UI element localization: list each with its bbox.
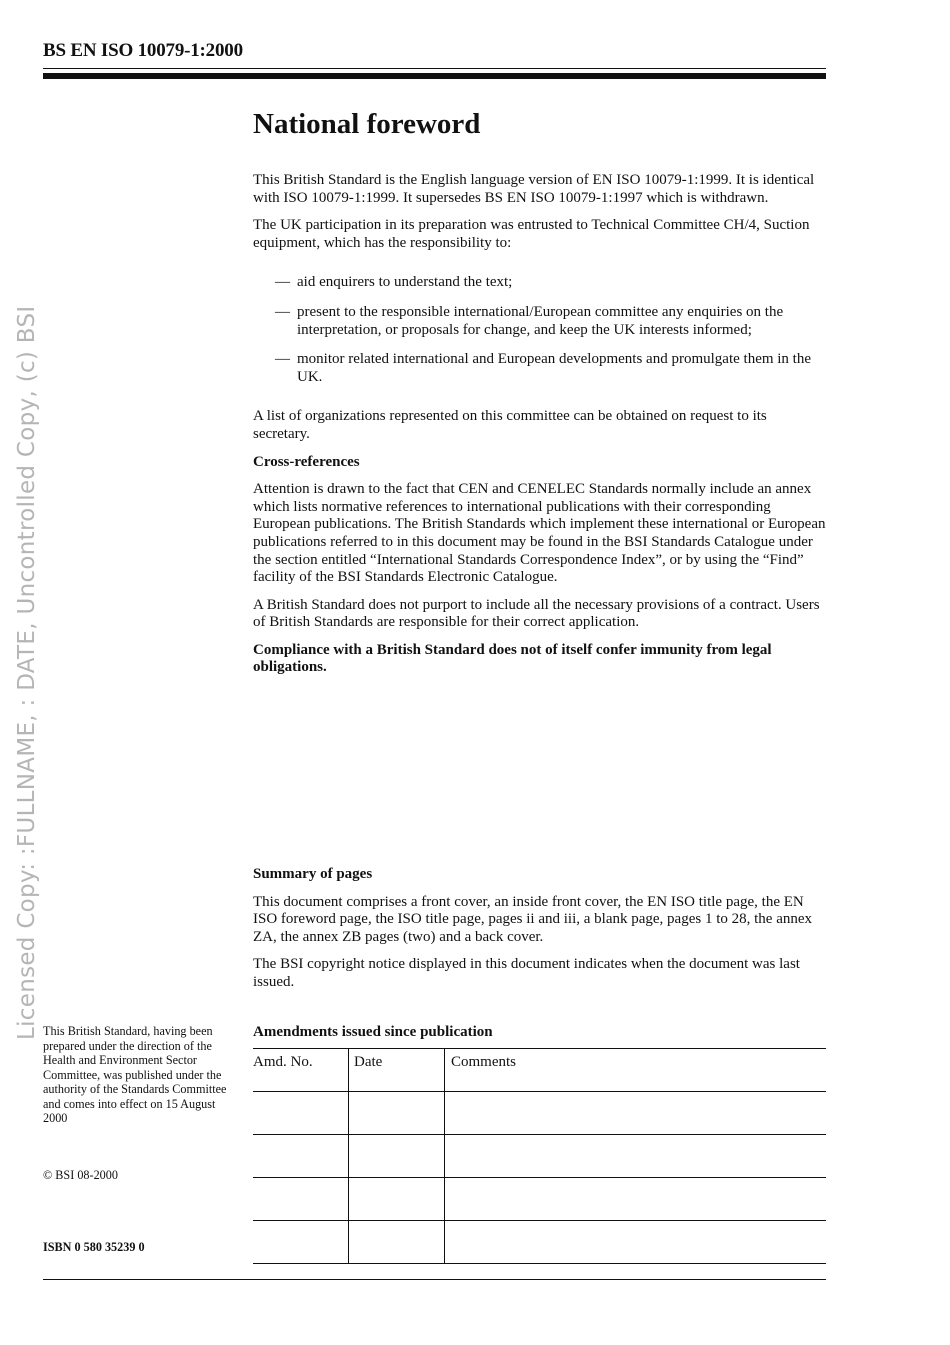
table-header-row — [253, 1049, 826, 1092]
isbn: ISBN 0 580 35239 0 — [43, 1240, 145, 1254]
table-row — [253, 1178, 826, 1221]
list-item-text: monitor related international and European developments and promulgate them in the UK. — [297, 351, 812, 385]
table-cell — [445, 1221, 827, 1264]
table-cell — [445, 1135, 827, 1178]
table-cell — [349, 1092, 445, 1135]
list-item — [253, 304, 826, 339]
column-header-amd-no: Amd. No. — [253, 1049, 349, 1092]
header-rule-thin — [43, 68, 826, 69]
table-cell — [253, 1135, 349, 1178]
copyright-notice: © BSI 08-2000 — [43, 1168, 118, 1182]
list-item-text: present to the responsible international/European committee any enquiries on the interpretation, or proposals for change, and keep the UK interests informed; — [297, 303, 784, 338]
document-number: BS EN ISO 10079-1:2000 — [43, 40, 243, 61]
header-rule-thick — [43, 73, 826, 79]
table-cell — [445, 1092, 827, 1135]
column-header-comments: Comments — [445, 1049, 827, 1092]
summary-heading: Summary of pages — [253, 866, 373, 882]
list-item — [253, 351, 826, 386]
table-cell — [253, 1178, 349, 1221]
table-cell — [253, 1221, 349, 1264]
dash-marker: — — [275, 274, 290, 291]
national-foreword — [253, 106, 826, 687]
table-row — [253, 1092, 826, 1135]
publication-note: This British Standard, having been prepared under the direction of the Health and Environment Sector Committee, was published under the authority of the Standards Committee and comes into effect on 15 August 2000 — [43, 1024, 227, 1125]
cross-references-paragraph: Attention is drawn to the fact that CEN and CENELEC Standards normally include an annex which lists normative references to international publications with their corresponding European publications. The British Standards which implement these international or European publications referred to in this document may be found in the BSI Standards Catalogue under the section entitled “International Standards Correspondence Index”, or by using the “Find” facility of the BSI Standards Electronic Catalogue. — [253, 481, 826, 586]
foreword-paragraph-5: A British Standard does not purport to include all the necessary provisions of a contract. Users of British Standards are responsible for their correct application. — [253, 596, 820, 631]
summary-paragraph-1: This document comprises a front cover, an inside front cover, the EN ISO title page, the EN ISO foreword page, the ISO title page, pages ii and iii, a blank page, pages 1 to 28, the annex ZA, the annex ZB pages (two) and a back cover. — [253, 893, 813, 945]
cross-references-heading: Cross-references — [253, 453, 360, 470]
list-item — [253, 274, 826, 292]
amendments-table — [253, 1048, 826, 1264]
amendments-heading: Amendments issued since publication — [253, 1024, 493, 1040]
summary-paragraph-2: The BSI copyright notice displayed in this document indicates when the document was last issued. — [253, 956, 800, 990]
summary-of-pages — [253, 866, 826, 1002]
footer-rule — [43, 1279, 826, 1280]
responsibility-list — [253, 274, 826, 386]
dash-marker: — — [275, 303, 290, 320]
table-cell — [349, 1135, 445, 1178]
page-title: National foreword — [253, 108, 481, 140]
table-cell — [445, 1178, 827, 1221]
table-cell — [349, 1178, 445, 1221]
table-cell — [253, 1092, 349, 1135]
foreword-paragraph-2: The UK participation in its preparation was entrusted to Technical Committee CH/4, Suction equipment, which has the responsibility to: — [253, 217, 810, 251]
table-row — [253, 1221, 826, 1264]
table-row — [253, 1135, 826, 1178]
license-watermark: Licensed Copy: :FULLNAME, : DATE, Uncontrolled Copy, (c) BSI — [14, 305, 40, 1040]
foreword-paragraph-1: This British Standard is the English language version of EN ISO 10079-1:1999. It is identical with ISO 10079-1:1999. It supersedes BS EN ISO 10079-1:1997 which is withdrawn. — [253, 172, 815, 206]
foreword-paragraph-3: A list of organizations represented on this committee can be obtained on request to its secretary. — [253, 408, 767, 442]
column-header-date: Date — [349, 1049, 445, 1092]
dash-marker: — — [275, 351, 290, 368]
table-cell — [349, 1221, 445, 1264]
list-item-text: aid enquirers to understand the text; — [297, 274, 513, 291]
compliance-statement: Compliance with a British Standard does not of itself confer immunity from legal obligations. — [253, 641, 772, 676]
